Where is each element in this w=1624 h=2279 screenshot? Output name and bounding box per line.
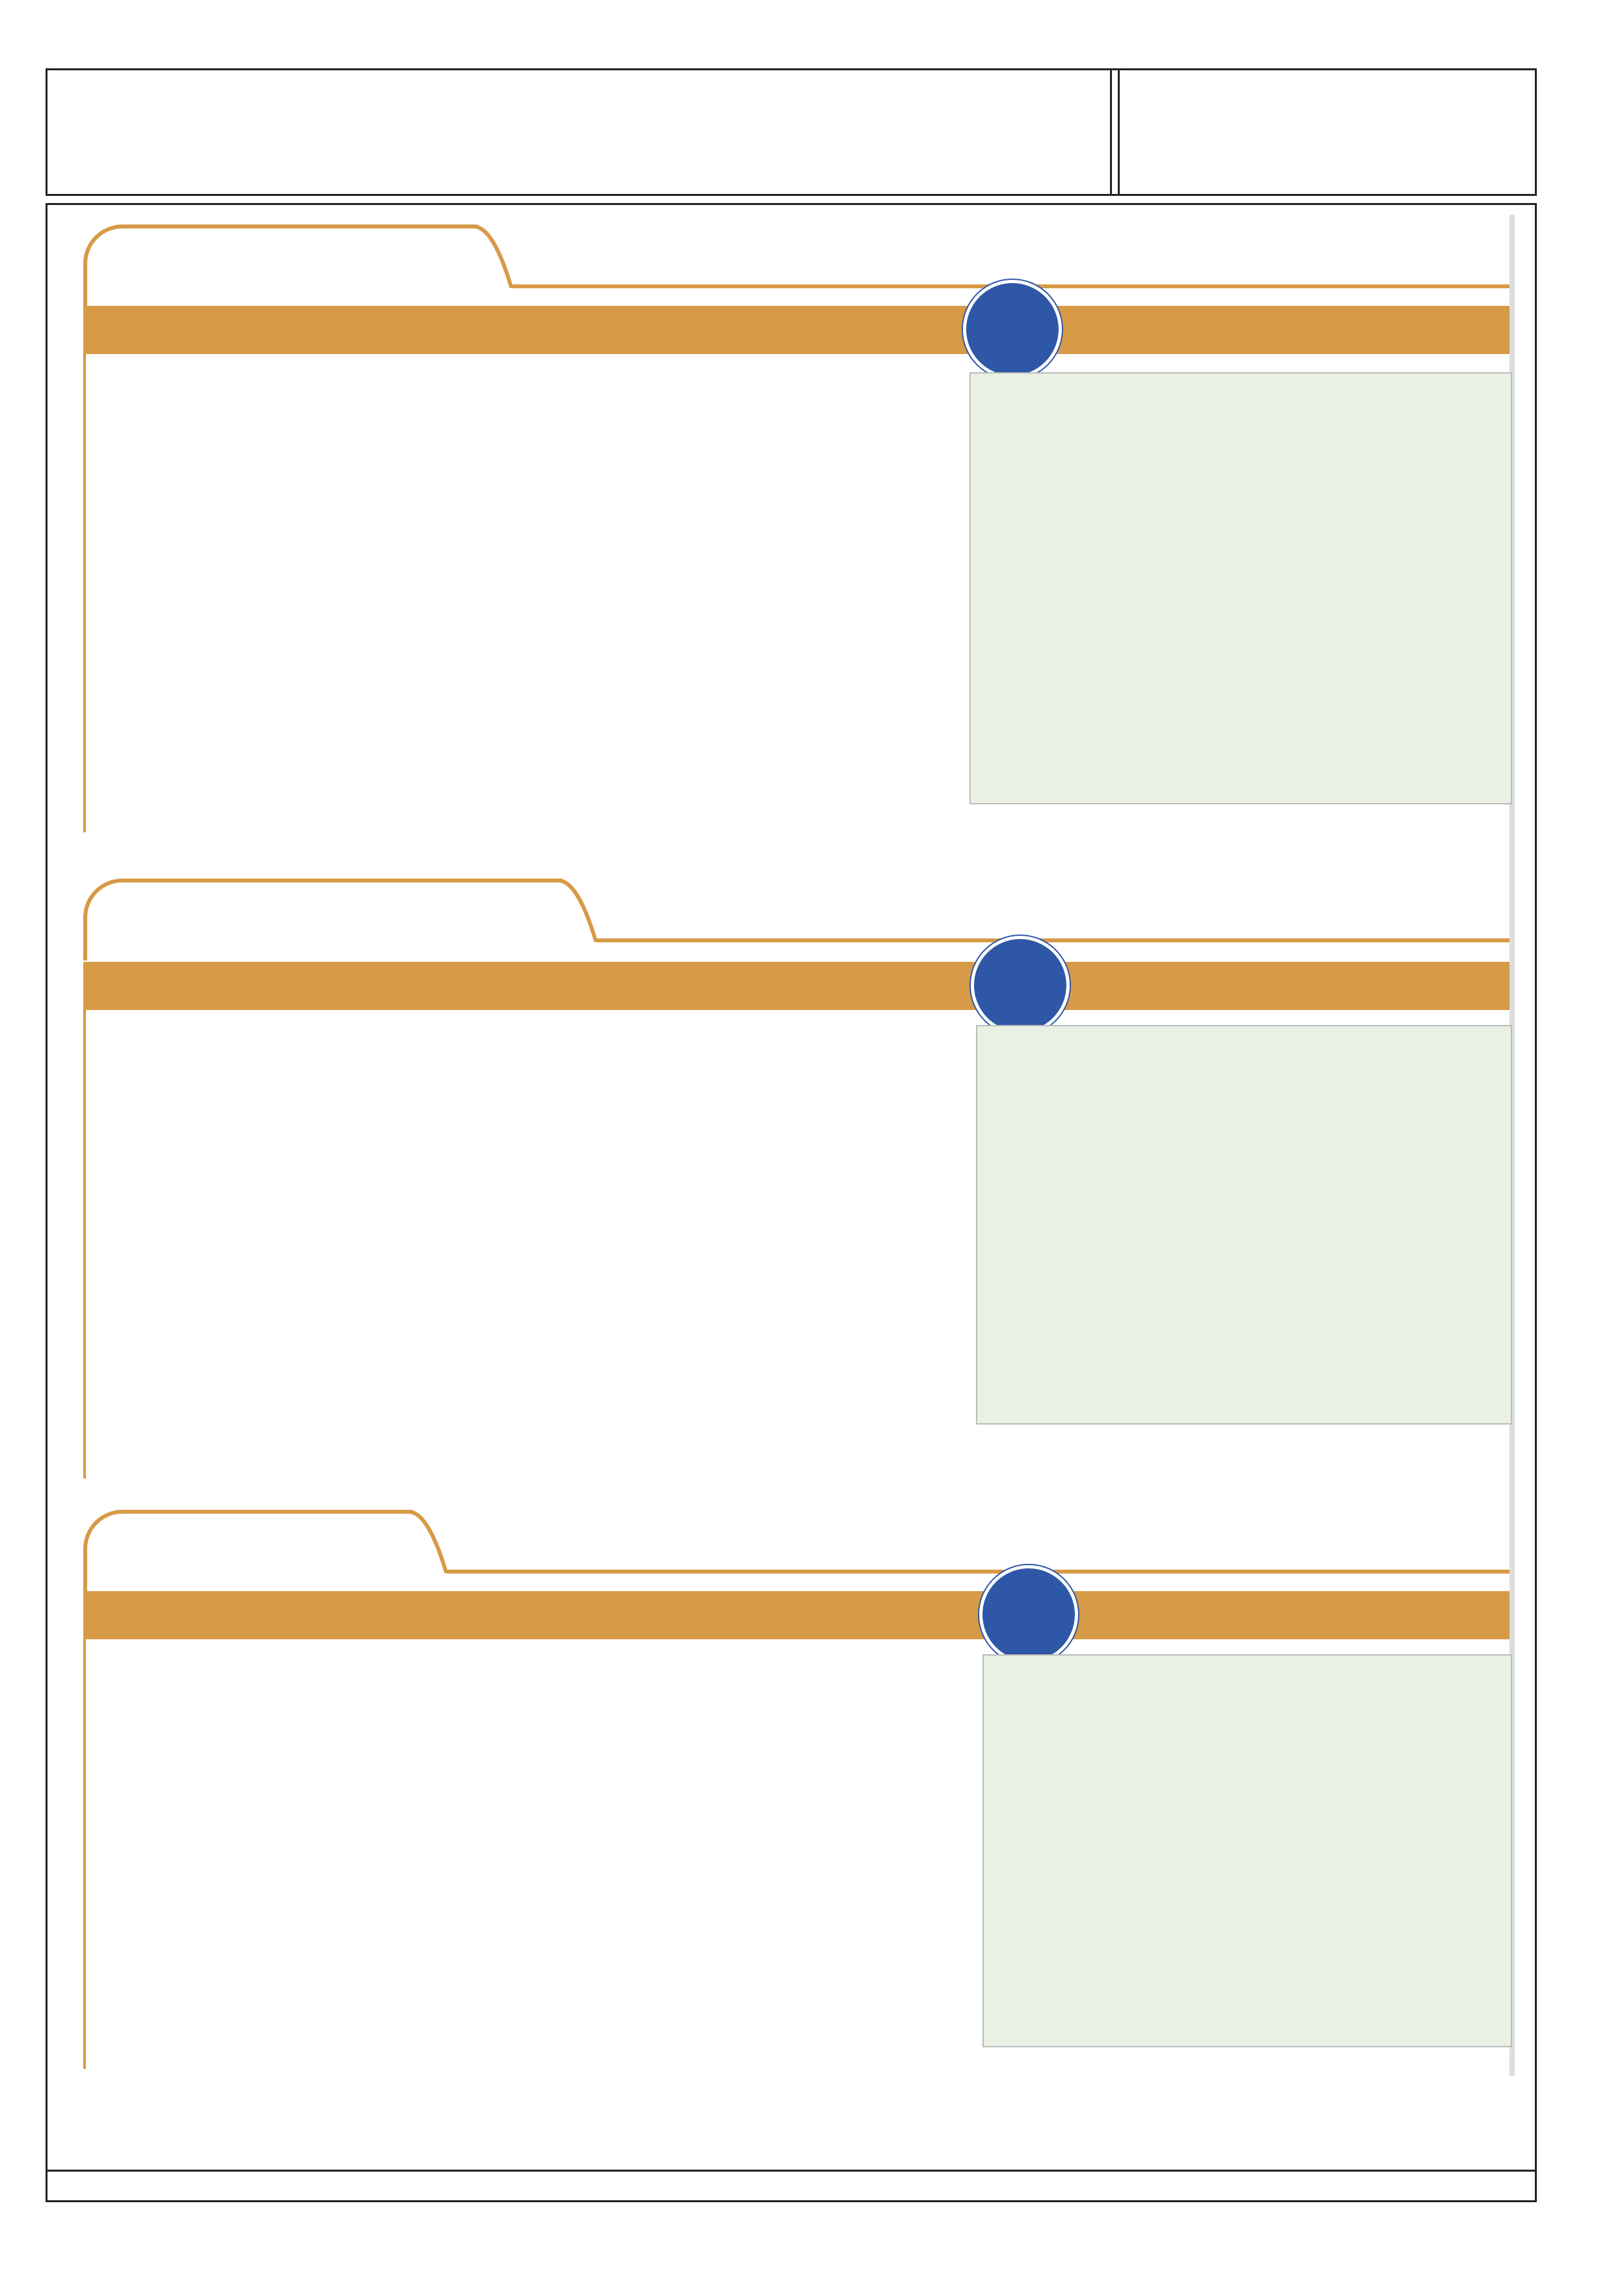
course-info-left [135, 1679, 539, 1732]
holes-badge [971, 936, 1070, 1035]
course-map [976, 1025, 1512, 1425]
staff-list [135, 1693, 539, 1717]
staff-list [132, 1062, 535, 1086]
course-info-right [552, 390, 955, 453]
season-band [83, 962, 1509, 1010]
season-band [83, 306, 1509, 354]
title-tab [83, 225, 478, 307]
road-map [977, 1026, 1511, 1423]
course-info-left [132, 1048, 535, 1100]
title-tab [83, 1510, 413, 1592]
header-box [46, 68, 1537, 196]
holes-badge [963, 280, 1062, 379]
course-info-right [562, 1679, 965, 1717]
course-map [969, 372, 1512, 804]
course-info-left [126, 390, 529, 405]
course-map [982, 1654, 1512, 2047]
title-tab [83, 879, 562, 961]
road-map [971, 374, 1511, 803]
road-map [984, 1656, 1511, 2046]
season-band [83, 1591, 1509, 1639]
holes-badge [979, 1565, 1078, 1664]
course-info-right [558, 1048, 962, 1110]
